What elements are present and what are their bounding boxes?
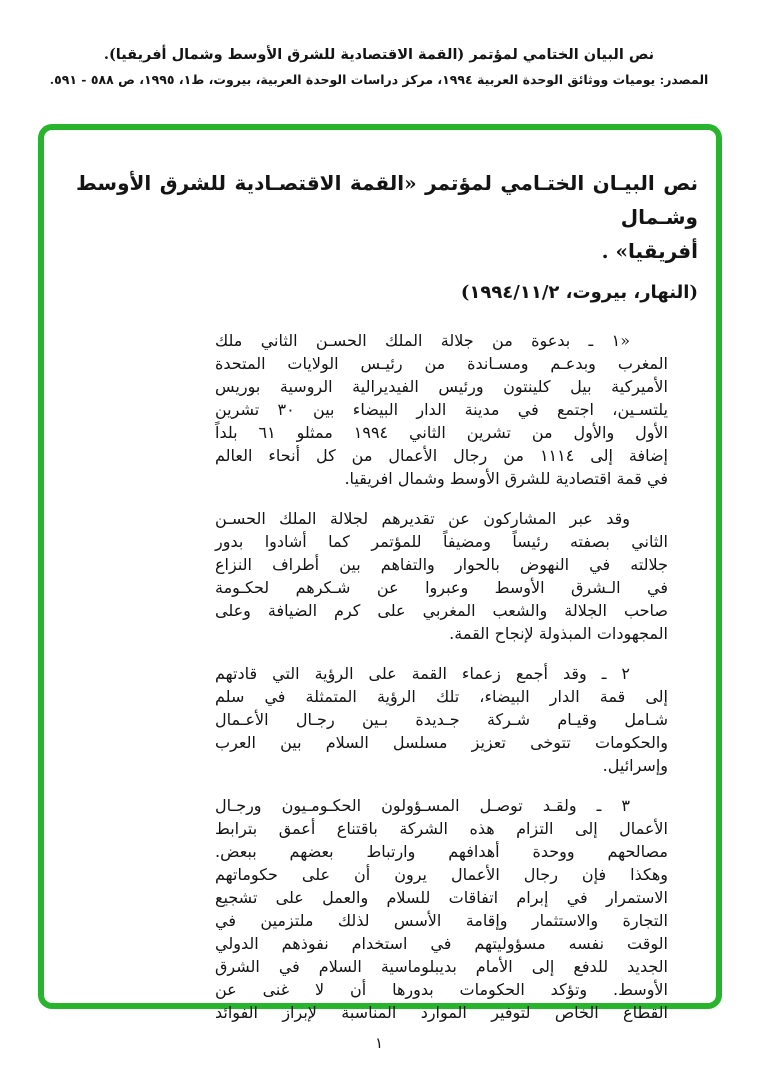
text-line: وإسرائيل. <box>602 756 668 775</box>
text-line: صاحب الجلالة والشعب المغربي على كرم الضيافة وعلى <box>215 601 668 620</box>
text-line: «١ ـ بدعوة من جلالة الملك الحسـن الثاني ملك <box>215 331 630 350</box>
paragraph <box>215 507 668 645</box>
document-dateline: (النهار، بيروت، ١٩٩٤/١١/٢) <box>460 282 698 303</box>
document-title <box>76 166 698 268</box>
text-line: ٢ ـ وقد أجمع زعماء القمة على الرؤية التي قادتهم <box>215 664 630 683</box>
text-line: أفريقيا» . <box>601 239 698 263</box>
paragraph <box>215 662 668 777</box>
text-line: وقد عبر المشاركون عن تقديرهم لجلالة الملك الحسـن <box>215 509 630 528</box>
text-line: الجديد للدفع إلى الأمام بديبلوماسية السلام في الشرق <box>215 957 668 976</box>
text-line: يلتسـين، اجتمع في مدينة الدار البيضاء بين ٣٠ تشرين <box>215 400 668 419</box>
document-body <box>215 329 668 1024</box>
header-title: نص البيان الختامي لمؤتمر (القمة الاقتصادية للشرق الأوسط وشمال أفريقيا). <box>103 46 655 63</box>
paragraph <box>215 794 668 1024</box>
text-line: الأميركية بيل كلينتون ورئيس الفيديرالية الروسية بوريس <box>215 377 668 396</box>
text-line: والحكومات تتوخى تعزيز مسلسل السلام بين العرب <box>215 733 668 752</box>
text-line: شـامل وقيـام شـركة جـديدة بـين رجـال الأعـمال <box>215 710 668 729</box>
text-line: ٣ ـ ولقـد توصـل المسـؤولون الحكـومـيون ورجـال <box>215 796 630 815</box>
text-line: القطاع الخاص لتوفير الموارد المناسبة لإبراز الفوائد <box>215 1003 668 1022</box>
text-line: جلالته في النهوض بالحوار والتفاهم بين أطراف النزاع <box>215 555 668 574</box>
text-line: الاستمرار في إبرام اتفاقات للسلام والعمل على تشجيع <box>215 888 668 907</box>
text-line: التجارة والاستثمار وإقامة الأسس لذلك ملتزمين في <box>215 911 668 930</box>
text-line: الثاني بصفته رئيساً ومضيفاً للمؤتمر كما أشادوا بدور <box>215 532 668 551</box>
text-line: إضافة إلى ١١١٤ من رجال الأعمال من كل أنحاء العالم <box>215 446 668 465</box>
text-line: الأول والأول من تشرين الثاني ١٩٩٤ ممثلو ٦١ بلداً <box>215 423 669 442</box>
text-line: مصالحهم ووحدة أهدافهم وارتباط بعضهم ببعض. <box>215 842 668 861</box>
text-line: نص البيـان الختـامي لمؤتمر «القمة الاقتصـادية للشرق الأوسط وشـمال <box>76 171 698 229</box>
text-line: الأوسط. وتؤكد الحكومات بدورها أن لا غنى عن <box>215 980 668 999</box>
text-line: وهكذا فإن رجال الأعمال يرون أن على حكوماتهم <box>215 865 668 884</box>
text-line: الأعمال إلى التزام هذه الشركة باقتناع أعمق بترابط <box>215 819 668 838</box>
page-number: ١ <box>374 1034 384 1052</box>
text-line: المغرب وبدعـم ومسـاندة من رئيـس الولايات المتحدة <box>215 354 668 373</box>
text-line: في قمة اقتصادية للشرق الأوسط وشمال افريقيا. <box>344 469 668 488</box>
document-green-frame <box>38 124 722 1022</box>
paragraph <box>215 329 668 490</box>
header-source-citation: المصدر: يوميات ووثائق الوحدة العربية ١٩٩٤، مركز دراسات الوحدة العربية، بيروت، ط١، ١٩٩٥، ص ٥٨٨ - ٥٩١. <box>49 72 709 87</box>
text-line: المجهودات المبذولة لإنجاح القمة. <box>449 624 668 643</box>
text-line: الوقت نفسه مسؤوليتهم في استخدام نفوذهم الدولي <box>215 934 668 953</box>
text-line: إلى قمة الدار البيضاء، تلك الرؤية المتمثلة في سلم <box>215 687 668 706</box>
text-line: في الـشرق الأوسط وعبروا عن شـكرهم لحكـومة <box>215 578 668 597</box>
page-header <box>0 0 758 87</box>
